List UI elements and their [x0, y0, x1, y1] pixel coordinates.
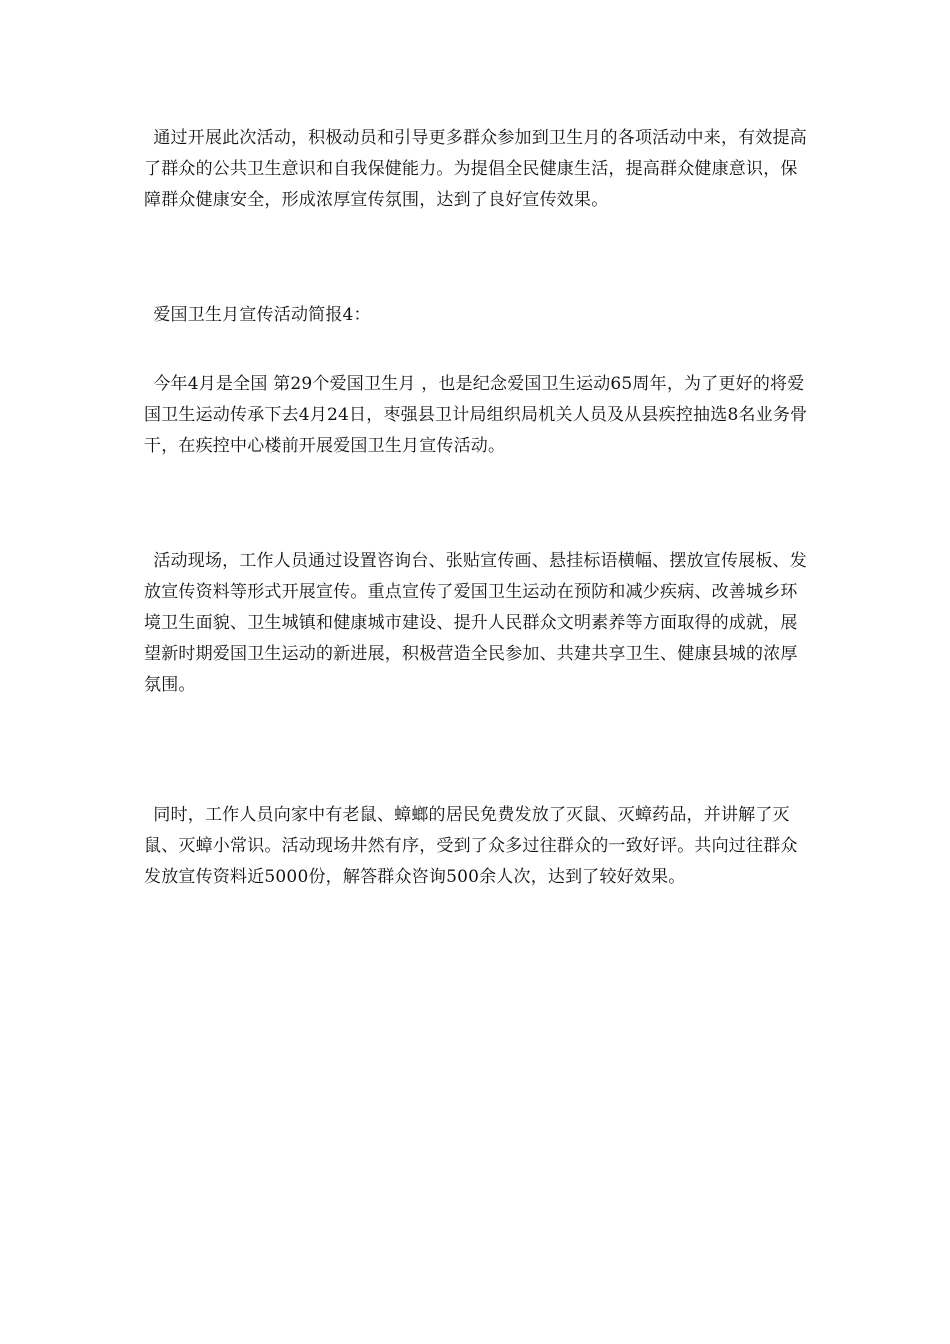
- section-heading: 爱国卫生月宣传活动简报4：: [153, 305, 371, 325]
- paragraph-intro: 今年4月是全国 第29个爱国卫生月 ，也是纪念爱国卫生运动65周年，为了更好的将爱国卫生运动传承下去4月24日，枣强县卫计局组织局机关人员及从县疾控抽选8名业务骨干，在疾控中心楼前开展爱国卫生月宣传活动。: [144, 374, 808, 456]
- paragraph-results: 同时，工作人员向家中有老鼠、蟑螂的居民免费发放了灭鼠、灭蟑药品，并讲解了灭鼠、灭蟑小常识。活动现场井然有序，受到了众多过往群众的一致好评。共向过往群众发放宣传资料近5000份，解答群众咨询500余人次，达到了较好效果。: [144, 805, 798, 887]
- paragraph-summary: 通过开展此次活动，积极动员和引导更多群众参加到卫生月的各项活动中来，有效提高了群众的公共卫生意识和自我保健能力。为提倡全民健康生活，提高群众健康意识，保障群众健康安全，形成浓厚宣传氛围，达到了良好宣传效果。: [144, 128, 807, 210]
- paragraph-activity-scene: 活动现场，工作人员通过设置咨询台、张贴宣传画、悬挂标语横幅、摆放宣传展板、发放宣传资料等形式开展宣传。重点宣传了爱国卫生运动在预防和减少疾病、改善城乡环境卫生面貌、卫生城镇和健康城市建设、提升人民群众文明素养等方面取得的成就，展望新时期爱国卫生运动的新进展，积极营造全民参加、共建共享卫生、健康县城的浓厚氛围。: [144, 551, 807, 695]
